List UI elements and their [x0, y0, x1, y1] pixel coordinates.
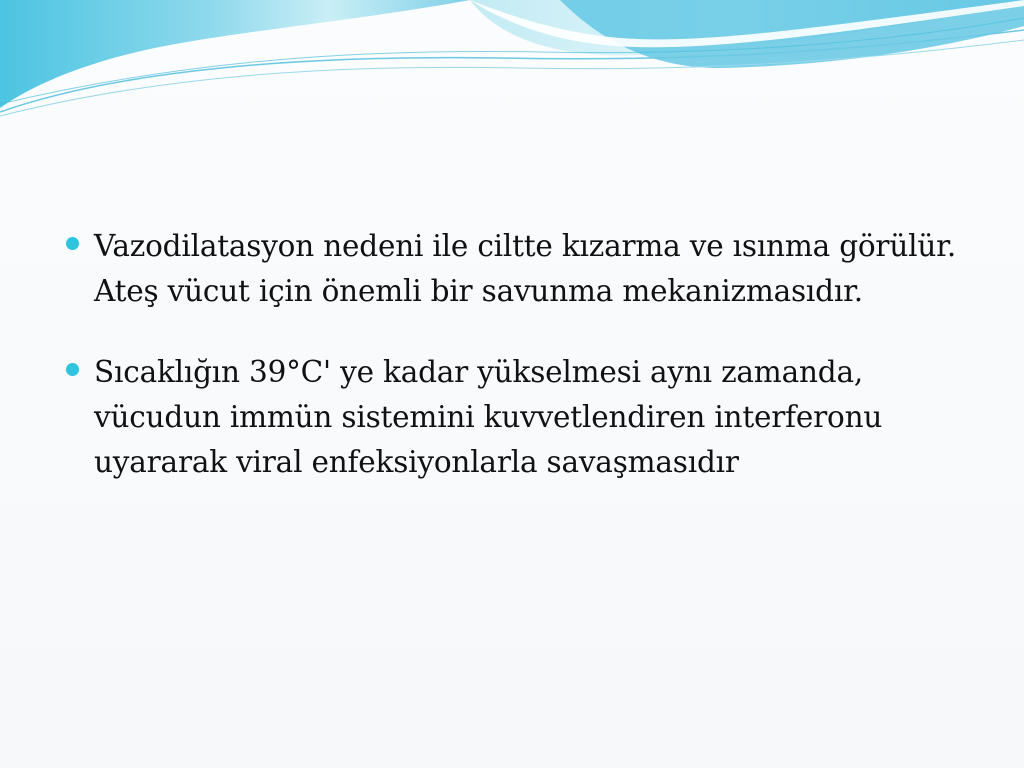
bullet-dot-icon: [66, 363, 79, 376]
slide-content: [66, 224, 966, 521]
header-wave-decoration: [0, 0, 1024, 130]
bullet-dot-icon: [66, 237, 79, 250]
bullet-item: [66, 350, 966, 485]
bullet-text: Sıcaklığın 39°C' ye kadar yükselmesi aynı zamanda, vücudun immün sistemini kuvvetlendiren interferonu uyararak viral enfeksiyonlarla savaşmasıdır: [94, 355, 883, 479]
bullet-item: [66, 224, 966, 314]
bullet-text: Vazodilatasyon nedeni ile ciltte kızarma ve ısınma görülür. Ateş vücut için önemli bir savunma mekanizmasıdır.: [94, 229, 957, 308]
